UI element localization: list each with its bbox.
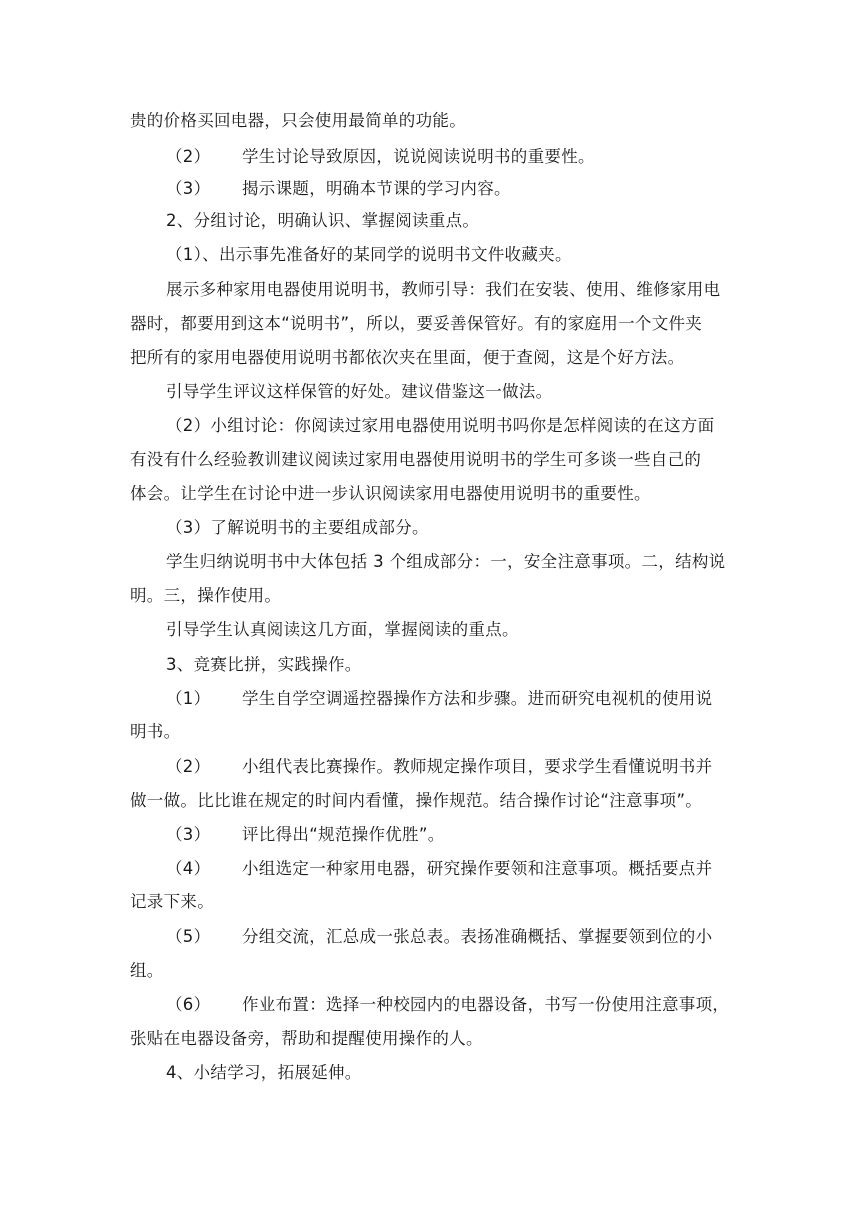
section-heading: 2、分组讨论，明确认识、掌握阅读重点。: [166, 211, 480, 230]
text-line: 学生归纳说明书中大体包括 3 个组成部分：一，安全注意事项。二，结构说: [166, 552, 726, 571]
text-line: 贵的价格买回电器，只会使用最简单的功能。: [130, 111, 466, 130]
text-line: （1）、出示事先准备好的某同学的说明书文件收藏夹。: [166, 245, 572, 264]
text-line: 记录下来。: [130, 892, 214, 911]
section-heading: 3、竞赛比拼，实践操作。: [166, 655, 362, 674]
numbered-item: [166, 858, 770, 880]
item-text: 作业布置：选择一种校园内的电器设备，书写一份使用注意事项，: [242, 995, 730, 1014]
text-line: 明。三，操作使用。: [130, 586, 282, 605]
text-line: 组。: [130, 961, 164, 980]
numbered-item: [166, 688, 770, 710]
item-number: （2）: [166, 757, 211, 776]
numbered-item: [166, 824, 770, 846]
text-line: 引导学生评议这样保管的好处。建议借鉴这一做法。: [166, 382, 553, 401]
text-line: 展示多种家用电器使用说明书，教师引导：我们在安装、使用、维修家用电: [166, 280, 721, 299]
text-line: 明书。: [130, 722, 181, 741]
item-text: 分组交流，汇总成一张总表。表扬准确概括、掌握要领到位的小: [242, 927, 713, 946]
numbered-item: [166, 756, 770, 778]
item-text: 揭示课题，明确本节课的学习内容。: [242, 179, 511, 198]
item-number: （2）: [166, 147, 211, 166]
item-text: 评比得出“规范操作优胜”。: [242, 825, 445, 844]
item-text: 小组选定一种家用电器，研究操作要领和注意事项。概括要点并: [242, 859, 713, 878]
numbered-item: [166, 994, 770, 1016]
text-line: 器时，都要用到这本“说明书”，所以，要妥善保管好。有的家庭用一个文件夹: [130, 314, 703, 333]
text-line: 把所有的家用电器使用说明书都依次夹在里面，便于查阅，这是个好方法。: [130, 348, 685, 367]
text-line: 有没有什么经验教训建议阅读过家用电器使用说明书的学生可多谈一些自己的: [130, 450, 702, 469]
section-heading: 4、小结学习，拓展延伸。: [166, 1063, 362, 1082]
item-number: （5）: [166, 927, 211, 946]
item-number: （4）: [166, 859, 211, 878]
item-number: （1）: [166, 689, 211, 708]
item-text: 学生自学空调遥控器操作方法和步骤。进而研究电视机的使用说: [242, 689, 713, 708]
item-text: 学生讨论导致原因，说说阅读说明书的重要性。: [242, 147, 595, 166]
text-line: 体会。让学生在讨论中进一步认识阅读家用电器使用说明书的重要性。: [130, 484, 651, 503]
text-line: （2）小组讨论：你阅读过家用电器使用说明书吗你是怎样阅读的在这方面: [166, 416, 715, 435]
numbered-item: [166, 926, 770, 948]
item-text: 小组代表比赛操作。教师规定操作项目，要求学生看懂说明书并: [242, 757, 713, 776]
numbered-item: [166, 178, 770, 200]
text-line: 张贴在电器设备旁，帮助和提醒使用操作的人。: [130, 1029, 483, 1048]
text-line: 做一做。比比谁在规定的时间内看懂，操作规范。结合操作讨论“注意事项”。: [130, 791, 703, 810]
text-line: 引导学生认真阅读这几方面，掌握阅读的重点。: [166, 620, 519, 639]
item-number: （3）: [166, 825, 211, 844]
item-number: （6）: [166, 995, 211, 1014]
item-number: （3）: [166, 179, 211, 198]
numbered-item: [166, 146, 770, 168]
text-line: （3）了解说明书的主要组成部分。: [166, 518, 429, 537]
